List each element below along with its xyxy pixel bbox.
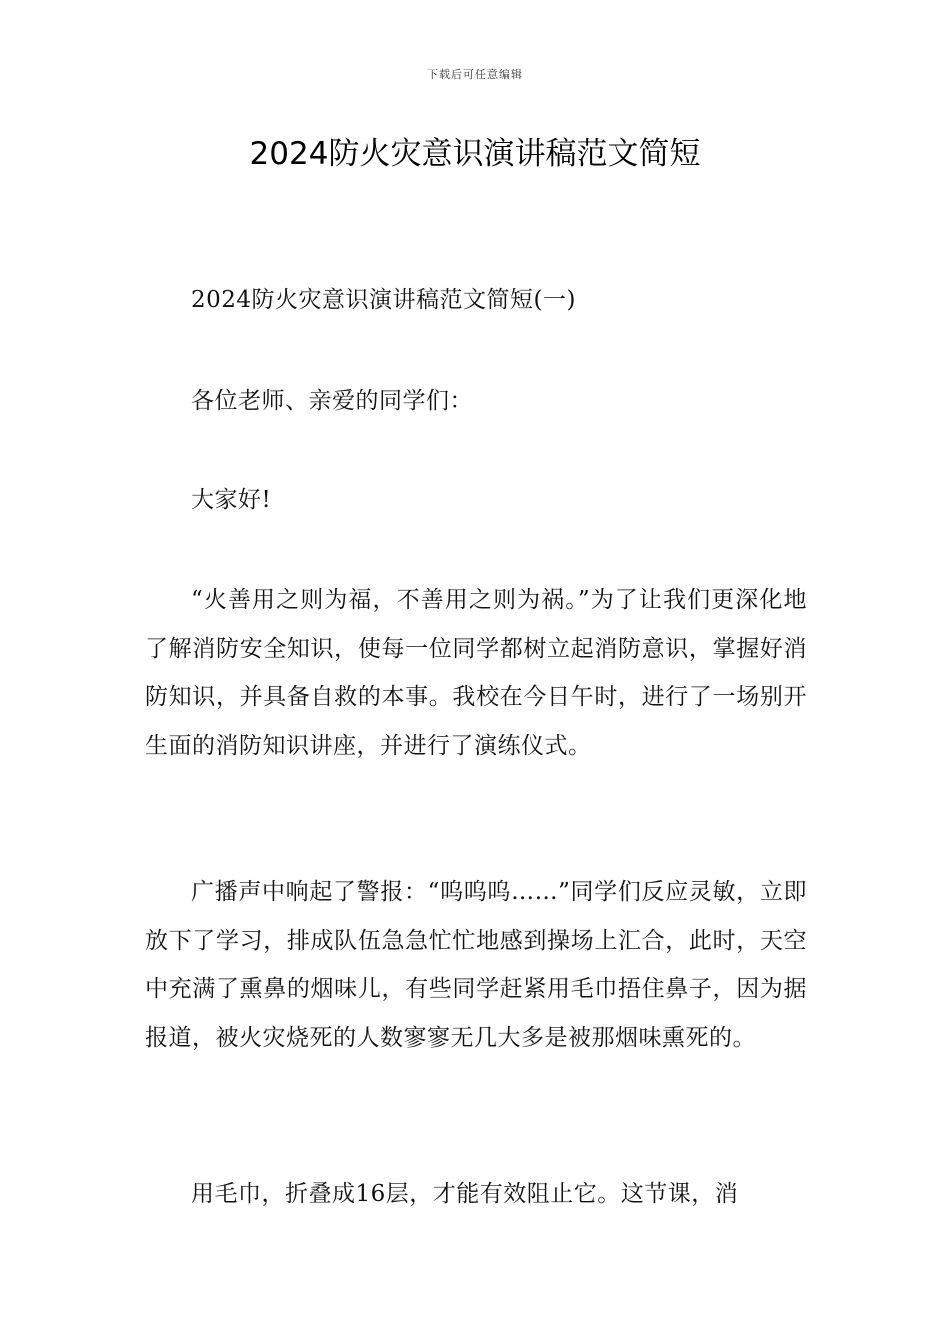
body-paragraph: 用毛巾，折叠成16层，才能有效阻止它。这节课，消	[191, 1181, 739, 1207]
greeting-line: 各位老师、亲爱的同学们：	[191, 388, 473, 414]
header-note: 下载后可任意编辑	[427, 68, 523, 81]
body-paragraph: “火善用之则为福，不善用之则为祸。”为了让我们更深化地了解消防安全知识，使每一位同学都树立起消防意识，掌握好消防知识，并具备自救的本事。我校在今日午时，进行了一场别开生面的消防知识讲座，并进行了演练仪式。	[145, 587, 807, 759]
section-subtitle: 2024防火灾意识演讲稿范文简短(一)	[191, 287, 576, 313]
hello-line: 大家好!	[191, 487, 272, 513]
document-title: 2024防火灾意识演讲稿范文简短	[249, 136, 701, 172]
body-paragraph: 广播声中响起了警报：“呜呜呜……”同学们反应灵敏，立即放下了学习，排成队伍急急忙忙地感到操场上汇合，此时，天空中充满了熏鼻的烟味儿，有些同学赶紧用毛巾捂住鼻子，因为据报道，被火灾烧死的人数寥寥无几大多是被那烟味熏死的。	[145, 879, 807, 1051]
